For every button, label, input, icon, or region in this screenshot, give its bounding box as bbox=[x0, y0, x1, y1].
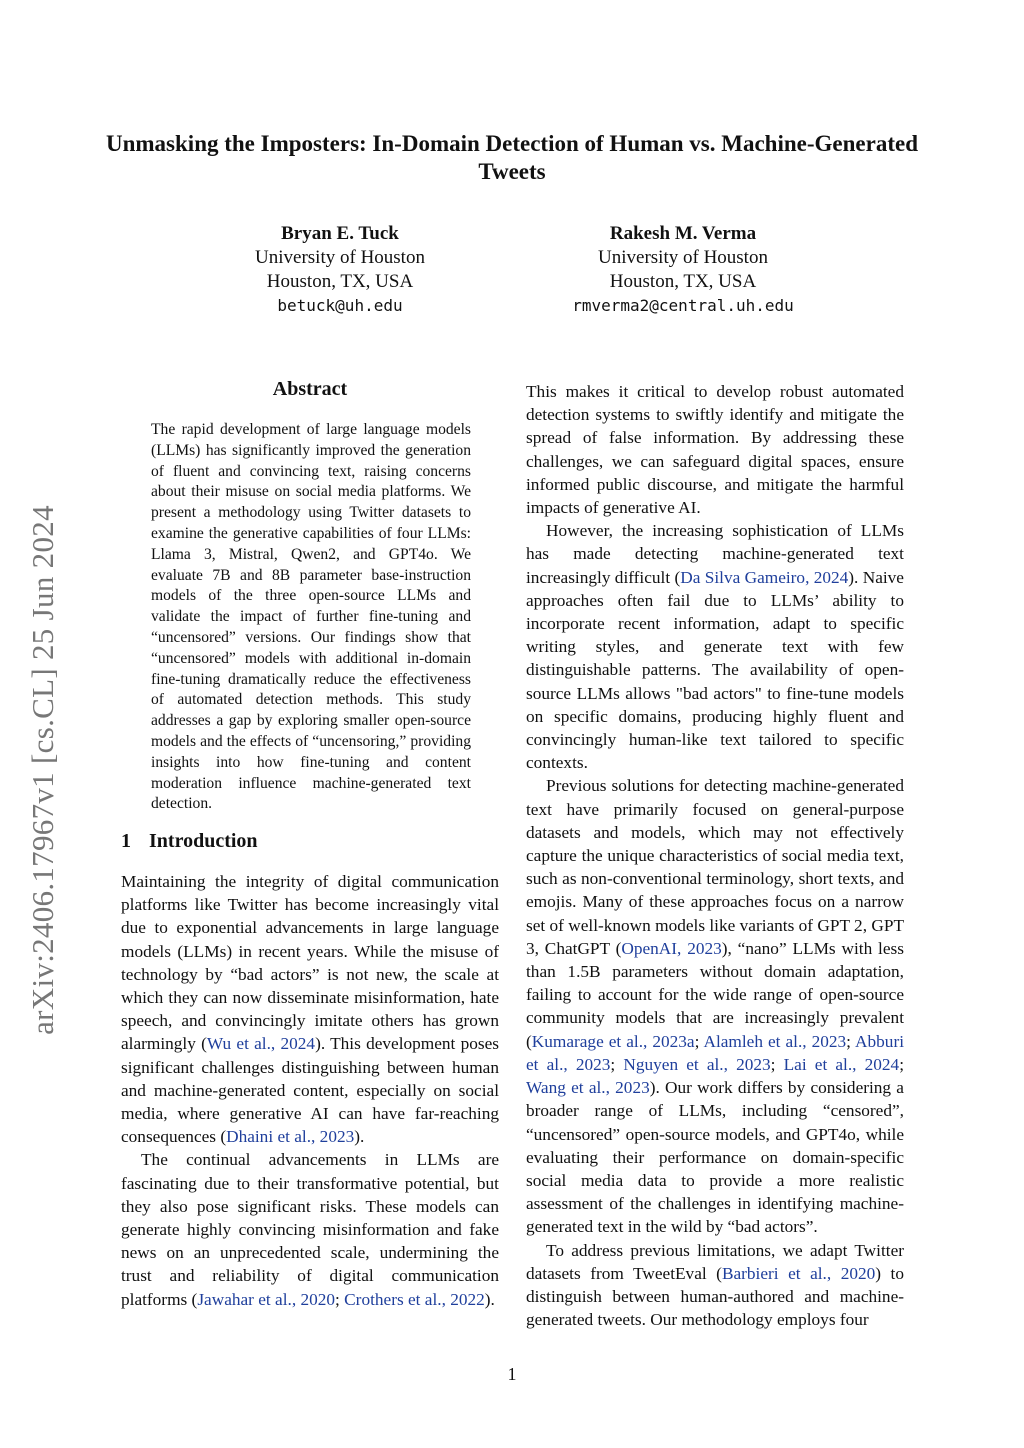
author-affiliation: University of Houston bbox=[255, 247, 425, 268]
paragraph-text: ; bbox=[770, 1054, 784, 1074]
paragraph bbox=[121, 1148, 499, 1310]
paragraph-text: ) to distinguish between human-authored and machine-generated tweets. Our methodology employs four bbox=[526, 1263, 904, 1330]
paragraph-text: ; bbox=[899, 1054, 905, 1074]
author-name: Rakesh M. Verma bbox=[609, 223, 757, 244]
page-number: 1 bbox=[507, 1364, 517, 1384]
citation-link[interactable]: Barbieri et al., 2020 bbox=[721, 1263, 876, 1283]
paragraph-text: To address previous limitations, we adapt Twitter datasets from TweetEval ( bbox=[526, 1240, 904, 1283]
citation-link[interactable]: Da Silva Gameiro, 2024 bbox=[680, 567, 849, 587]
paragraph-text: ). Naive approaches often fail due to LLMs’ ability to incorporate recent information, adapt to specific writing styles, and generate text with few distinguishable patterns. The availability of open-source LLMs allows "bad actors" to fine-tune models on specific domains, producing highly fluent and convincingly human-like text tailored to specific contexts. bbox=[526, 567, 904, 773]
author-block-1 bbox=[190, 222, 490, 318]
paragraph bbox=[526, 1239, 904, 1332]
paragraph-text: However, the increasing sophistication of LLMs has made detecting machine-generated text increasingly difficult ( bbox=[526, 521, 904, 587]
abstract-text: The rapid development of large language models (LLMs) has significantly improved the generation of fluent and convincing text, raising concerns about their misuse on social media platforms. We present a methodology using Twitter datasets to examine the generative capabilities of four LLMs: Llama 3, Mistral, Qwen2, and GPT4o. We evaluate 7B and 8B parameter base-instruction models of the three open-source LLMs and validate the impact of further fine-tuning and “uncensored” versions. Our findings show that “uncensored” models with additional in-domain fine-tuning dramatically reduce the effectiveness of automated detection methods. This study addresses a gap by exploring smaller open-source models and the effects of “uncensoring,” providing insights into how fine-tuning and content moderation influence machine-generated text detection. bbox=[151, 421, 471, 813]
citation-link[interactable]: Dhaini et al., 2023 bbox=[226, 1127, 355, 1147]
left-column-body bbox=[121, 870, 499, 1311]
paper-title: Unmasking the Imposters: In-Domain Detection of Human vs. Machine-Generated Tweets bbox=[106, 131, 918, 184]
paragraph bbox=[526, 774, 904, 1238]
paragraph bbox=[121, 870, 499, 1148]
paragraph-text: ). bbox=[484, 1289, 495, 1309]
abstract-heading: Abstract bbox=[272, 378, 348, 400]
paragraph-text: ; bbox=[694, 1031, 704, 1051]
paragraph-text: Maintaining the integrity of digital communication platforms like Twitter has become increasingly vital due to exponential advancements in large language models (LLMs) in recent years. While the misuse of technology by “bad actors” is not new, the scale at which they can now disseminate misinformation, hate speech, and convincingly imitate others has grown alarmingly ( bbox=[121, 872, 499, 1054]
citation-link[interactable]: Lai et al., 2024 bbox=[783, 1054, 900, 1074]
paragraph-text: ; bbox=[335, 1289, 345, 1309]
right-column-body bbox=[526, 380, 904, 1331]
paragraph-text: Previous solutions for detecting machine-generated text have primarily focused on general-purpose datasets and models, which may not effectively capture the unique characteristics of social media text, such as non-conventional terminology, short texts, and emojis. Many of these approaches focus on a narrow set of well-known models like variants of GPT 2, GPT 3, ChatGPT ( bbox=[526, 776, 904, 958]
arxiv-sidebar bbox=[20, 470, 66, 1070]
paragraph-text: The continual advancements in LLMs are fascinating due to their transformative potential, but they also pose significant risks. These models can generate highly convincing misinformation and fake news on an unprecedented scale, undermining the trust and reliability of digital communication platforms ( bbox=[121, 1150, 499, 1309]
section-title: Introduction bbox=[149, 830, 258, 852]
author-block-2 bbox=[533, 222, 833, 318]
section-number: 1 bbox=[121, 830, 131, 852]
citation-link[interactable]: Alamleh et al., 2023 bbox=[703, 1031, 847, 1051]
paragraph-text: ; bbox=[846, 1031, 856, 1051]
author-email[interactable]: rmverma2@central.uh.edu bbox=[572, 296, 794, 315]
author-location: Houston, TX, USA bbox=[609, 271, 757, 292]
section-heading-introduction bbox=[121, 830, 258, 853]
arxiv-identifier[interactable]: arXiv:2406.17967v1 [cs.CL] 25 Jun 2024 bbox=[25, 505, 60, 1035]
citation-link[interactable]: Wu et al., 2024 bbox=[206, 1034, 316, 1054]
author-affiliation: University of Houston bbox=[598, 247, 768, 268]
paragraph-text: ), “nano” LLMs with less than 1.5B parameters without domain adaptation, failing to account for the wide range of open-source community models that are increasingly prevalent ( bbox=[526, 938, 904, 1051]
citation-link[interactable]: Kumarage et al., 2023a bbox=[531, 1031, 695, 1051]
citation-link[interactable]: OpenAI, 2023 bbox=[621, 938, 722, 958]
paragraph bbox=[526, 519, 904, 774]
citation-link[interactable]: Crothers et al., 2022 bbox=[344, 1289, 485, 1309]
citation-link[interactable]: Wang et al., 2023 bbox=[526, 1078, 650, 1098]
paragraph-text: ). bbox=[354, 1127, 365, 1147]
citation-link[interactable]: Nguyen et al., 2023 bbox=[623, 1054, 771, 1074]
author-email[interactable]: betuck@uh.edu bbox=[277, 296, 403, 315]
paragraph: This makes it critical to develop robust automated detection systems to swiftly identify and mitigate the spread of false information. By addressing these challenges, we can safeguard digital spaces, ensure informed public discourse, and mitigate the harmful impacts of generative AI. bbox=[526, 382, 904, 518]
citation-link[interactable]: Abburi et al., 2023 bbox=[526, 1031, 905, 1074]
author-location: Houston, TX, USA bbox=[266, 271, 414, 292]
paragraph-text: ). This development poses significant challenges distinguishing between human and machine-generated content, especially on social media, where generative AI can have far-reaching consequences ( bbox=[121, 1034, 499, 1147]
paragraph-text: ). Our work differs by considering a broader range of LLMs, including “censored”, “uncensored” open-source models, and GPT4o, while evaluating their performance on domain-specific social media data to provide a more realistic assessment of the challenges in identifying machine-generated text in the wild by “bad actors”. bbox=[526, 1078, 904, 1237]
citation-link[interactable]: Jawahar et al., 2020 bbox=[197, 1289, 336, 1309]
author-name: Bryan E. Tuck bbox=[281, 223, 399, 244]
paragraph-text: ; bbox=[610, 1054, 624, 1074]
